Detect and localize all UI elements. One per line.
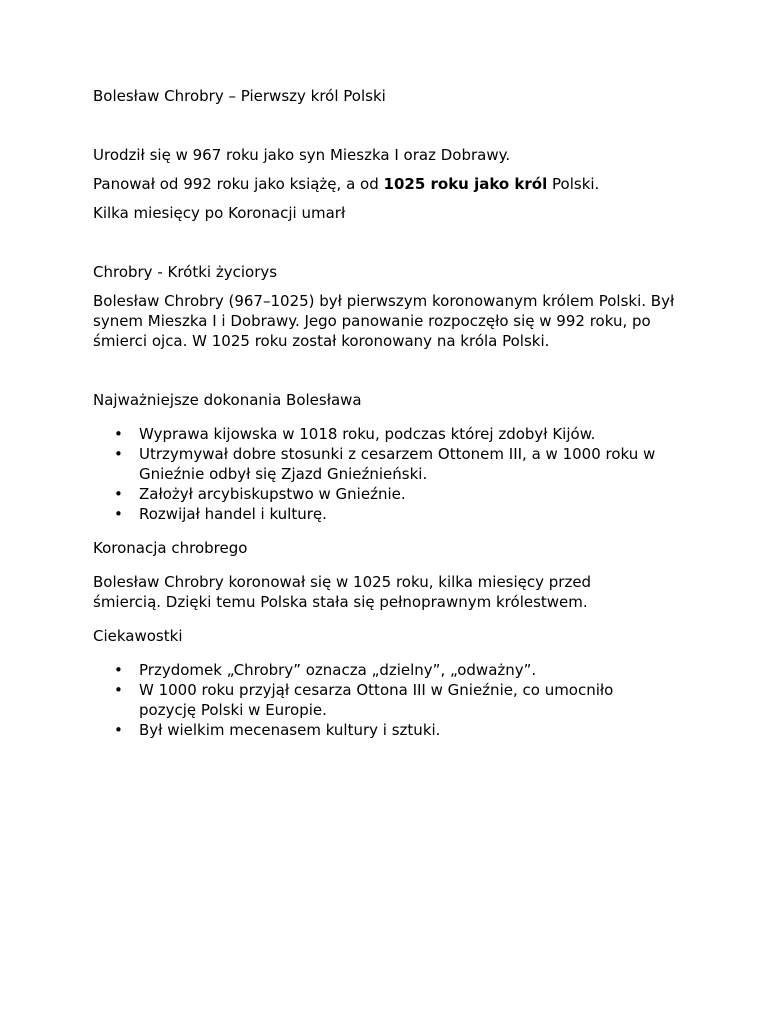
coronation-heading: Koronacja chrobrego	[93, 539, 248, 557]
list-item-text: Rozwijał handel i kulturę.	[139, 505, 327, 523]
bullet-marker: •	[114, 485, 123, 503]
trivia-list	[93, 660, 653, 740]
list-item-text: Założył arcybiskupstwo w Gnieźnie.	[139, 485, 406, 503]
list-item-text: W 1000 roku przyjął cesarza Ottona III w Gnieźnie, co umocniło pozycję Polski w Europie.	[139, 681, 614, 719]
bullet-marker: •	[114, 425, 123, 443]
list-item-text: Przydomek „Chrobry” oznacza „dzielny”, „odważny”.	[139, 661, 537, 679]
intro-reign-text-bold: 1025 roku jako król	[383, 175, 548, 193]
list-item-text: Utrzymywał dobre stosunki z cesarzem Ottonem III, a w 1000 roku w Gnieźnie odbył się Zjazd Gnieźnieński.	[139, 445, 656, 483]
bio-paragraph: Bolesław Chrobry (967–1025) był pierwszym koronowanym królem Polski. Był synem Mieszka I i Dobrawy. Jego panowanie rozpoczęło się w 992 roku, po śmierci ojca. W 1025 roku został koronowany na króla Polski.	[93, 292, 675, 350]
intro-line-death: Kilka miesięcy po Koronacji umarł	[93, 204, 346, 222]
list-item	[93, 680, 653, 720]
trivia-heading: Ciekawostki	[93, 627, 183, 645]
document-title: Bolesław Chrobry – Pierwszy król Polski	[93, 87, 386, 105]
coronation-paragraph: Bolesław Chrobry koronował się w 1025 roku, kilka miesięcy przed śmiercią. Dzięki temu Polska stała się pełnoprawnym królestwem.	[93, 573, 592, 611]
achievements-list	[93, 424, 693, 524]
intro-reign-text-after: Polski.	[547, 175, 600, 193]
bullet-marker: •	[114, 445, 123, 463]
bullet-marker: •	[114, 721, 123, 739]
list-item	[93, 504, 693, 524]
list-item	[93, 424, 693, 444]
list-item-text: Był wielkim mecenasem kultury i sztuki.	[139, 721, 441, 739]
bullet-marker: •	[114, 505, 123, 523]
list-item	[93, 660, 653, 680]
intro-line-reign	[93, 174, 599, 194]
intro-line-birth: Urodził się w 967 roku jako syn Mieszka I oraz Dobrawy.	[93, 146, 511, 164]
bullet-marker: •	[114, 661, 123, 679]
list-item-text: Wyprawa kijowska w 1018 roku, podczas której zdobył Kijów.	[139, 425, 596, 443]
achievements-heading: Najważniejsze dokonania Bolesława	[93, 391, 362, 409]
list-item	[93, 720, 653, 740]
list-item	[93, 484, 693, 504]
bullet-marker: •	[114, 681, 123, 699]
bio-heading: Chrobry - Krótki życiorys	[93, 263, 278, 281]
intro-reign-text-before: Panował od 992 roku jako książę, a od	[93, 175, 384, 193]
list-item	[93, 444, 693, 484]
